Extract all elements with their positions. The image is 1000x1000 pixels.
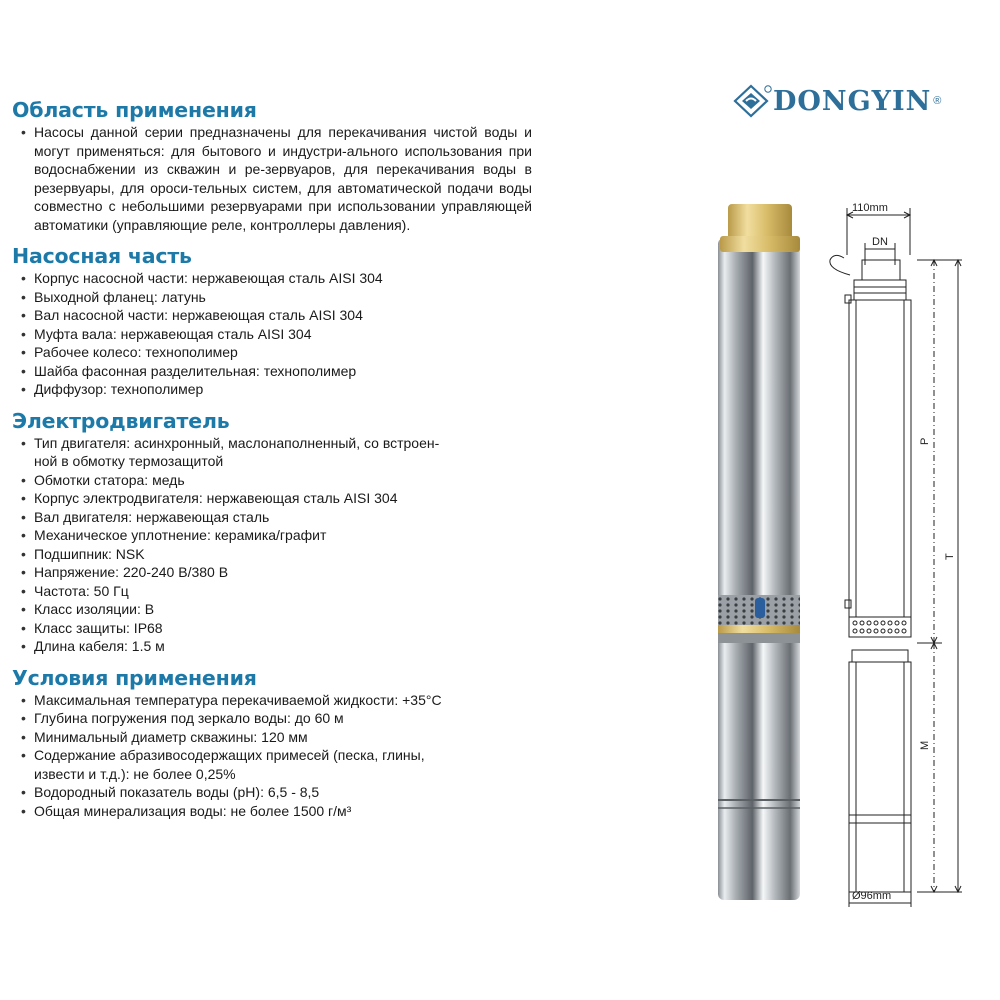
m-label: M — [919, 740, 931, 750]
list-item: • Глубина погружения под зеркало воды: до 60 м — [34, 709, 532, 728]
section-heading: Насосная часть — [12, 244, 192, 268]
section-heading: Условия применения — [12, 665, 257, 690]
section-conditions — [12, 666, 532, 821]
list-item: • Содержание абразивосодержащих примесей (песка, глины, извести и т.д.): не более 0,25% — [34, 746, 532, 783]
list-item: • Тип двигателя: асинхронный, маслонаполненный, со встроен- ной в обмотку термозащитой — [34, 434, 532, 471]
list-item: • Рабочее колесо: технополимер — [34, 343, 532, 362]
application-paragraph: • Насосы данной серии предназначены для перекачивания чистой воды и могут применяться: для бытового и индустри-ального использования при водоснабжении из скважин и ре-зервуаров, для перекачивания воды в резервуары, для ороси-тельных систем, для автоматической подачи воды совместно с небольшими резервуарами при использовании управляющей автоматики (управляющие реле, контроллеры давления). — [34, 123, 532, 234]
diamond-logo-icon — [733, 84, 773, 118]
spec-text — [12, 98, 532, 830]
list-item: • Механическое уплотнение: керамика/графит — [34, 526, 532, 545]
section-motor — [12, 409, 532, 656]
section-application — [12, 98, 532, 234]
section-pump-part — [12, 244, 532, 399]
list-item: • Водородный показатель воды (pH): 6,5 - 8,5 — [34, 783, 532, 802]
width-label: 110mm — [852, 202, 888, 214]
list-item: • Минимальный диаметр скважины: 120 мм — [34, 728, 532, 747]
list-item: • Класс изоляции: В — [34, 600, 532, 619]
dn-label: DN — [872, 236, 888, 248]
section-heading: Электродвигатель — [12, 408, 230, 433]
list-item: • Общая минерализация воды: не более 1500 г/м³ — [34, 802, 532, 821]
list-item: • Шайба фасонная разделительная: технополимер — [34, 362, 532, 381]
section-heading: Область применения — [12, 98, 257, 122]
list-item: • Обмотки статора: медь — [34, 471, 532, 490]
dongyin-logo — [733, 84, 941, 118]
list-item: • Корпус электродвигателя: нержавеющая сталь AISI 304 — [34, 489, 532, 508]
p-label: P — [919, 437, 931, 445]
list-item: • Диффузор: технополимер — [34, 380, 532, 399]
t-label: T — [944, 553, 956, 560]
list-item: • Частота: 50 Гц — [34, 582, 532, 601]
diameter-label: Ø96mm — [852, 890, 892, 902]
list-item: • Длина кабеля: 1.5 м — [34, 637, 532, 656]
list-item: • Напряжение: 220-240 В/380 В — [34, 563, 532, 582]
list-item: • Максимальная температура перекачиваемой жидкости: +35°С — [34, 691, 532, 710]
list-item: • Муфта вала: нержавеющая сталь AISI 304 — [34, 325, 532, 344]
pump-image — [708, 200, 808, 910]
list-item: • Класс защиты: IP68 — [34, 619, 532, 638]
registered-mark: ® — [933, 95, 942, 107]
list-item: • Подшипник: NSK — [34, 545, 532, 564]
list-item: • Выходной фланец: латунь — [34, 288, 532, 307]
dimension-drawing — [822, 195, 982, 915]
list-item: • Корпус насосной части: нержавеющая сталь AISI 304 — [34, 269, 532, 288]
brand-name: DONGYIN — [773, 85, 932, 117]
list-item: • Вал насосной части: нержавеющая сталь AISI 304 — [34, 306, 532, 325]
list-item: • Вал двигателя: нержавеющая сталь — [34, 508, 532, 527]
